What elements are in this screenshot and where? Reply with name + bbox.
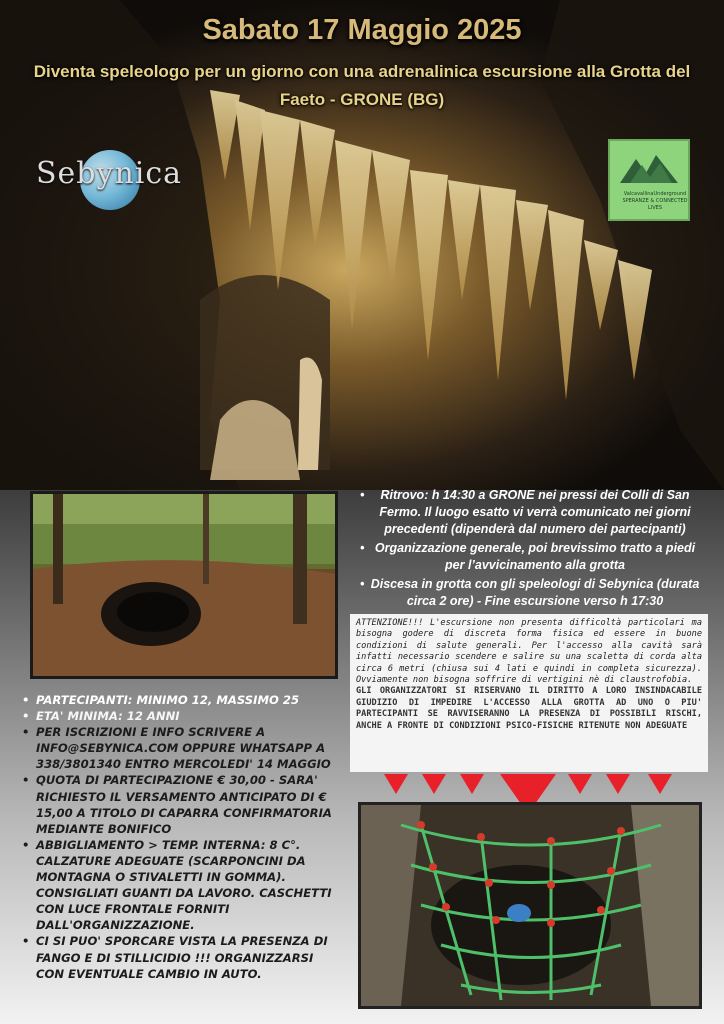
valcavallina-logo-text: ValcavallinaUnderground SPERANZE & CONNECTED LIVES: [622, 191, 688, 211]
warning-box: [350, 614, 708, 772]
info-item: • Ritrovo: h 14:30 a GRONE nei pressi dei Colli di San Fermo. Il luogo esatto vi verrà comunicato nei giorni precedenti (dipenderà dal numero dei partecipanti): [350, 487, 708, 538]
info-item: • Discesa in grotta con gli speleologi di Sebynica (durata circa 2 ore) - Fine escursione verso h 17:30: [350, 576, 708, 610]
down-arrow-icon: [648, 774, 672, 794]
rule-item: • CI SI PUO' SPORCARE VISTA LA PRESENZA DI FANGO E DI STILLICIDIO !!! ORGANIZZARSI CON EVENTUALE CAMBIO IN AUTO.: [22, 933, 340, 981]
rule-item: • ABBIGLIAMENTO > TEMP. INTERNA: 8 C°. CALZATURE ADEGUATE (SCARPONCINI DA MONTAGNA O STIVALETTI IN GOMMA). CONSIGLIATI GUANTI DA LAVORO. CASCHETTI CON LUCE FRONTALE FORNITI DALL'ORGANIZZAZIONE.: [22, 837, 340, 934]
sebynica-logo-text: Sebynica: [36, 156, 183, 191]
valcavallina-underground-logo: [608, 139, 690, 221]
rules-list: [22, 692, 340, 982]
sebynica-logo: [36, 148, 183, 218]
mountains-icon: [616, 147, 682, 187]
down-arrow-icon: [606, 774, 630, 794]
down-arrow-icon: [460, 774, 484, 794]
rule-item: • PER ISCRIZIONI E INFO SCRIVERE A INFO@SEBYNICA.COM OPPURE WHATSAPP A 338/3801340 ENTRO MERCOLEDI' 14 MAGGIO: [22, 724, 340, 772]
event-subtitle: Diventa speleologo per un giorno con una adrenalinica escursione alla Grotta del Faeto - GRONE (BG): [33, 62, 691, 109]
warning-text: ATTENZIONE!!! L'escursione non presenta difficoltà particolari ma bisogna godere di discreta forma fisica ed essere in buone condizioni di salute generali. Per l'accesso alla cavità sarà infatti necessario scendere e salire su una scaletta di corda alta circa 6 metri (chiusa sui 4 lati e quindi in completa sicurezza). Ovviamente non bisogna soffrire di vertigini nè di claustrofobia.: [356, 618, 702, 686]
event-date-title: Sabato 17 Maggio 2025: [202, 14, 522, 46]
down-arrow-icon: [384, 774, 408, 794]
organizers-disclaimer: GLI ORGANIZZATORI SI RISERVANO IL DIRITTO A LORO INSINDACABILE GIUDIZIO DI IMPEDIRE L'ACCESSO ALLA GROTTA AD UNO O PIU' PARTECIPANTI SE RAVVISERANNO LA PRESENZA DI POSSIBILI RISCHI, ANCHE A FRONTE DI CONDIZIONI PSICO-FISICHE RITENUTE NON ADEGUATE: [356, 686, 702, 731]
down-arrow-icon: [422, 774, 446, 794]
rule-item: • QUOTA DI PARTECIPAZIONE € 30,00 - SARA' RICHIESTO IL VERSAMENTO ANTICIPATO DI € 15,00 A TITOLO DI CAPARRA CONFIRMATORIA MEDIANTE BONIFICO: [22, 772, 340, 836]
down-arrow-icon: [568, 774, 592, 794]
rope-ladder-photo: [358, 802, 702, 1009]
rule-item: • PARTECIPANTI: MINIMO 12, MASSIMO 25: [22, 692, 340, 708]
cave-entrance-photo: [30, 491, 338, 679]
meeting-info: [350, 487, 708, 612]
info-item: • Organizzazione generale, poi brevissimo tratto a piedi per l’avvicinamento alla grotta: [350, 540, 708, 574]
rule-item: • ETA' MINIMA: 12 ANNI: [22, 708, 340, 724]
